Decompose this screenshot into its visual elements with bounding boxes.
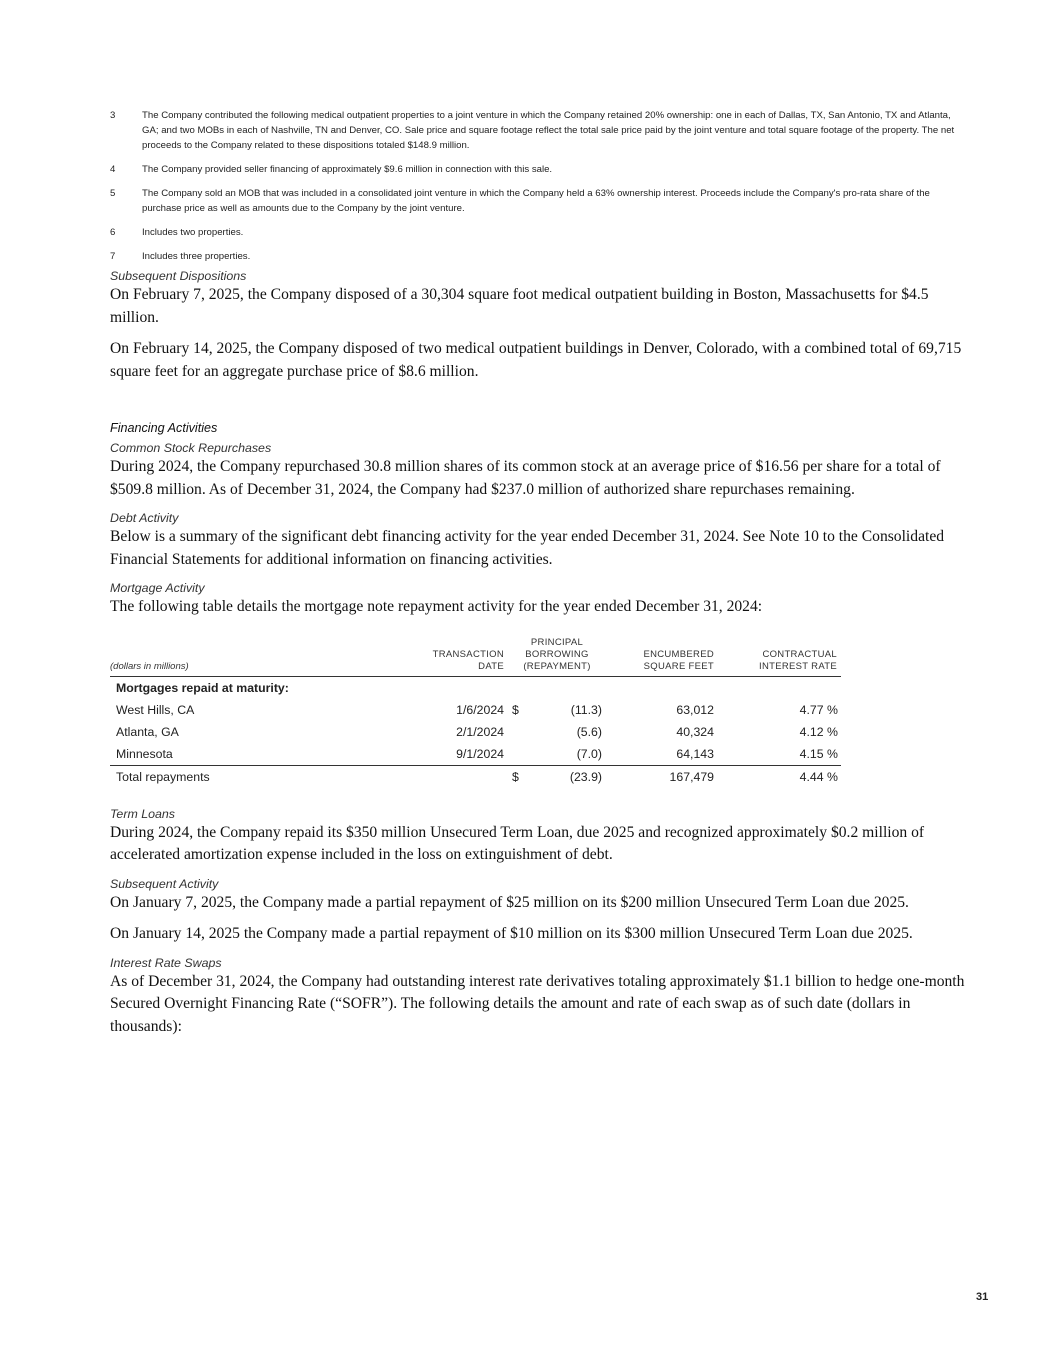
dollar-sign-cell bbox=[508, 721, 524, 743]
sqft-cell: 40,324 bbox=[676, 724, 714, 739]
debt-activity-paragraph: Below is a summary of the significant debt financing activity for the year ended December 31, 2024. See Note 10 to the Consolidated Financial Statements for additional information on financing activities. bbox=[110, 528, 945, 568]
footnote-text: The Company provided seller financing of approximately $9.6 million in connection with this sale. bbox=[142, 164, 553, 175]
footnote-text: The Company sold an MOB that was included in a consolidated joint venture in which the Company held a 63% ownership interest. Proceeds include the Company's pro-rata share of the purchase price as well as amounts due to the Company by the joint venture. bbox=[142, 188, 930, 214]
page-number: 31 bbox=[976, 1291, 989, 1303]
stock-repurchases-paragraph: During 2024, the Company repurchased 30.8 million shares of its common stock at an average price of $16.56 per share for a total of $509.8 million. As of December 31, 2024, the Company had $237.0 million of authorized share repurchases remaining. bbox=[110, 458, 941, 498]
rate-cell: 4.77 % bbox=[799, 702, 838, 717]
date-cell: 9/1/2024 bbox=[456, 746, 504, 761]
footnote-number: 4 bbox=[110, 164, 116, 175]
table-group-row bbox=[110, 676, 841, 699]
term-loans-paragraph: During 2024, the Company repaid its $350 million Unsecured Term Loan, due 2025 and recognized approximately $0.2 million of accelerated amortization expense included in the loss on extinguishment of debt. bbox=[110, 823, 925, 863]
interest-rate-swaps-heading: Interest Rate Swaps bbox=[110, 955, 222, 970]
dollar-sign-cell: $ bbox=[508, 765, 524, 788]
rate-cell: 4.15 % bbox=[799, 746, 838, 761]
dollar-sign-cell bbox=[508, 743, 524, 766]
property-cell: Atlanta, GA bbox=[116, 724, 179, 739]
amount-cell: (5.6) bbox=[576, 724, 602, 739]
property-cell: West Hills, CA bbox=[116, 702, 195, 717]
table-row bbox=[110, 699, 841, 721]
financing-activities-title: Financing Activities bbox=[110, 421, 218, 435]
table-header-row bbox=[110, 637, 841, 677]
amount-cell: (11.3) bbox=[570, 702, 602, 717]
date-cell: 1/6/2024 bbox=[456, 702, 504, 717]
interest-rate-swaps-paragraph: As of December 31, 2024, the Company had outstanding interest rate derivatives totaling approximately $1.1 billion to hedge one-month Secured Overnight Financing Rate (“SOFR”). The following details the amount and rate of each swap as of such date (dollars in thousands): bbox=[110, 972, 965, 1035]
empty-cell bbox=[390, 765, 508, 788]
amount-cell: (7.0) bbox=[576, 746, 602, 761]
group-label: Mortgages repaid at maturity: bbox=[116, 680, 289, 695]
footnote bbox=[110, 162, 965, 177]
footnote-text: Includes three properties. bbox=[142, 251, 251, 262]
column-header-encumbered-sqft: ENCUMBERED SQUARE FEET bbox=[606, 637, 718, 677]
footnotes bbox=[110, 108, 965, 264]
table-row bbox=[110, 721, 841, 743]
total-label-cell: Total repayments bbox=[110, 765, 390, 788]
subsequent-activity-paragraph-1: On January 7, 2025, the Company made a partial repayment of $25 million on its $200 million Unsecured Term Loan due 2025. bbox=[110, 893, 909, 911]
column-header-interest-rate: CONTRACTUAL INTEREST RATE bbox=[718, 637, 841, 677]
mortgage-activity-heading: Mortgage Activity bbox=[110, 581, 205, 595]
mortgage-activity-paragraph: The following table details the mortgage note repayment activity for the year ended December 31, 2024: bbox=[110, 598, 763, 615]
date-cell: 2/1/2024 bbox=[456, 724, 504, 739]
sqft-cell: 63,012 bbox=[676, 702, 714, 717]
column-header-principal: PRINCIPAL BORROWING (REPAYMENT) bbox=[508, 637, 606, 677]
subsequent-dispositions-paragraph-1: On February 7, 2025, the Company disposed of a 30,304 square foot medical outpatient building in Boston, Massachusetts for $4.5 million. bbox=[110, 286, 929, 326]
footnote-text: Includes two properties. bbox=[142, 227, 244, 238]
total-rate-cell: 4.44 % bbox=[718, 765, 841, 788]
dollar-sign-cell: $ bbox=[512, 702, 519, 717]
stock-repurchases-heading: Common Stock Repurchases bbox=[110, 441, 272, 455]
table-row bbox=[110, 743, 841, 766]
footnote bbox=[110, 225, 965, 240]
footnote-text: The Company contributed the following medical outpatient properties to a joint venture in which the Company retained 20% ownership: one in each of Dallas, TX, San Antonio, TX and Atlanta, GA; and two MOBs in each of Nashville, TN and Denver, CO. Sale price and square footage reflect the total sale price paid by the joint venture and total square footage of the property. The net proceeds to the Company related to these dispositions totaled $148.9 million. bbox=[142, 110, 955, 151]
term-loans-heading: Term Loans bbox=[110, 806, 175, 821]
document-page bbox=[110, 108, 965, 1038]
debt-activity-heading: Debt Activity bbox=[110, 511, 179, 525]
table-total-row bbox=[110, 765, 841, 788]
footnote-number: 6 bbox=[110, 227, 116, 238]
property-cell: Minnesota bbox=[116, 746, 173, 761]
total-amount-cell: (23.9) bbox=[524, 765, 606, 788]
column-header-transaction-date: TRANSACTION DATE bbox=[390, 637, 508, 677]
footnote bbox=[110, 249, 965, 264]
mortgage-repayment-table bbox=[110, 637, 841, 788]
total-sqft-cell: 167,479 bbox=[606, 765, 718, 788]
footnote-number: 3 bbox=[110, 110, 116, 121]
sqft-cell: 64,143 bbox=[676, 746, 714, 761]
subsequent-dispositions-paragraph-2: On February 14, 2025, the Company disposed of two medical outpatient buildings in Denver, Colorado, with a combined total of 69,715 square feet for an aggregate purchase price of $8.6 million. bbox=[110, 340, 962, 380]
subsequent-activity-heading: Subsequent Activity bbox=[110, 876, 219, 891]
table-units-label: (dollars in millions) bbox=[110, 637, 390, 677]
rate-cell: 4.12 % bbox=[799, 724, 838, 739]
footnote bbox=[110, 186, 965, 216]
footnote bbox=[110, 108, 965, 153]
footnote-number: 7 bbox=[110, 251, 116, 262]
footnote-number: 5 bbox=[110, 188, 116, 199]
subsequent-dispositions-heading: Subsequent Dispositions bbox=[110, 269, 247, 283]
subsequent-activity-paragraph-2: On January 14, 2025 the Company made a partial repayment of $10 million on its $300 million Unsecured Term Loan due 2025. bbox=[110, 925, 913, 942]
